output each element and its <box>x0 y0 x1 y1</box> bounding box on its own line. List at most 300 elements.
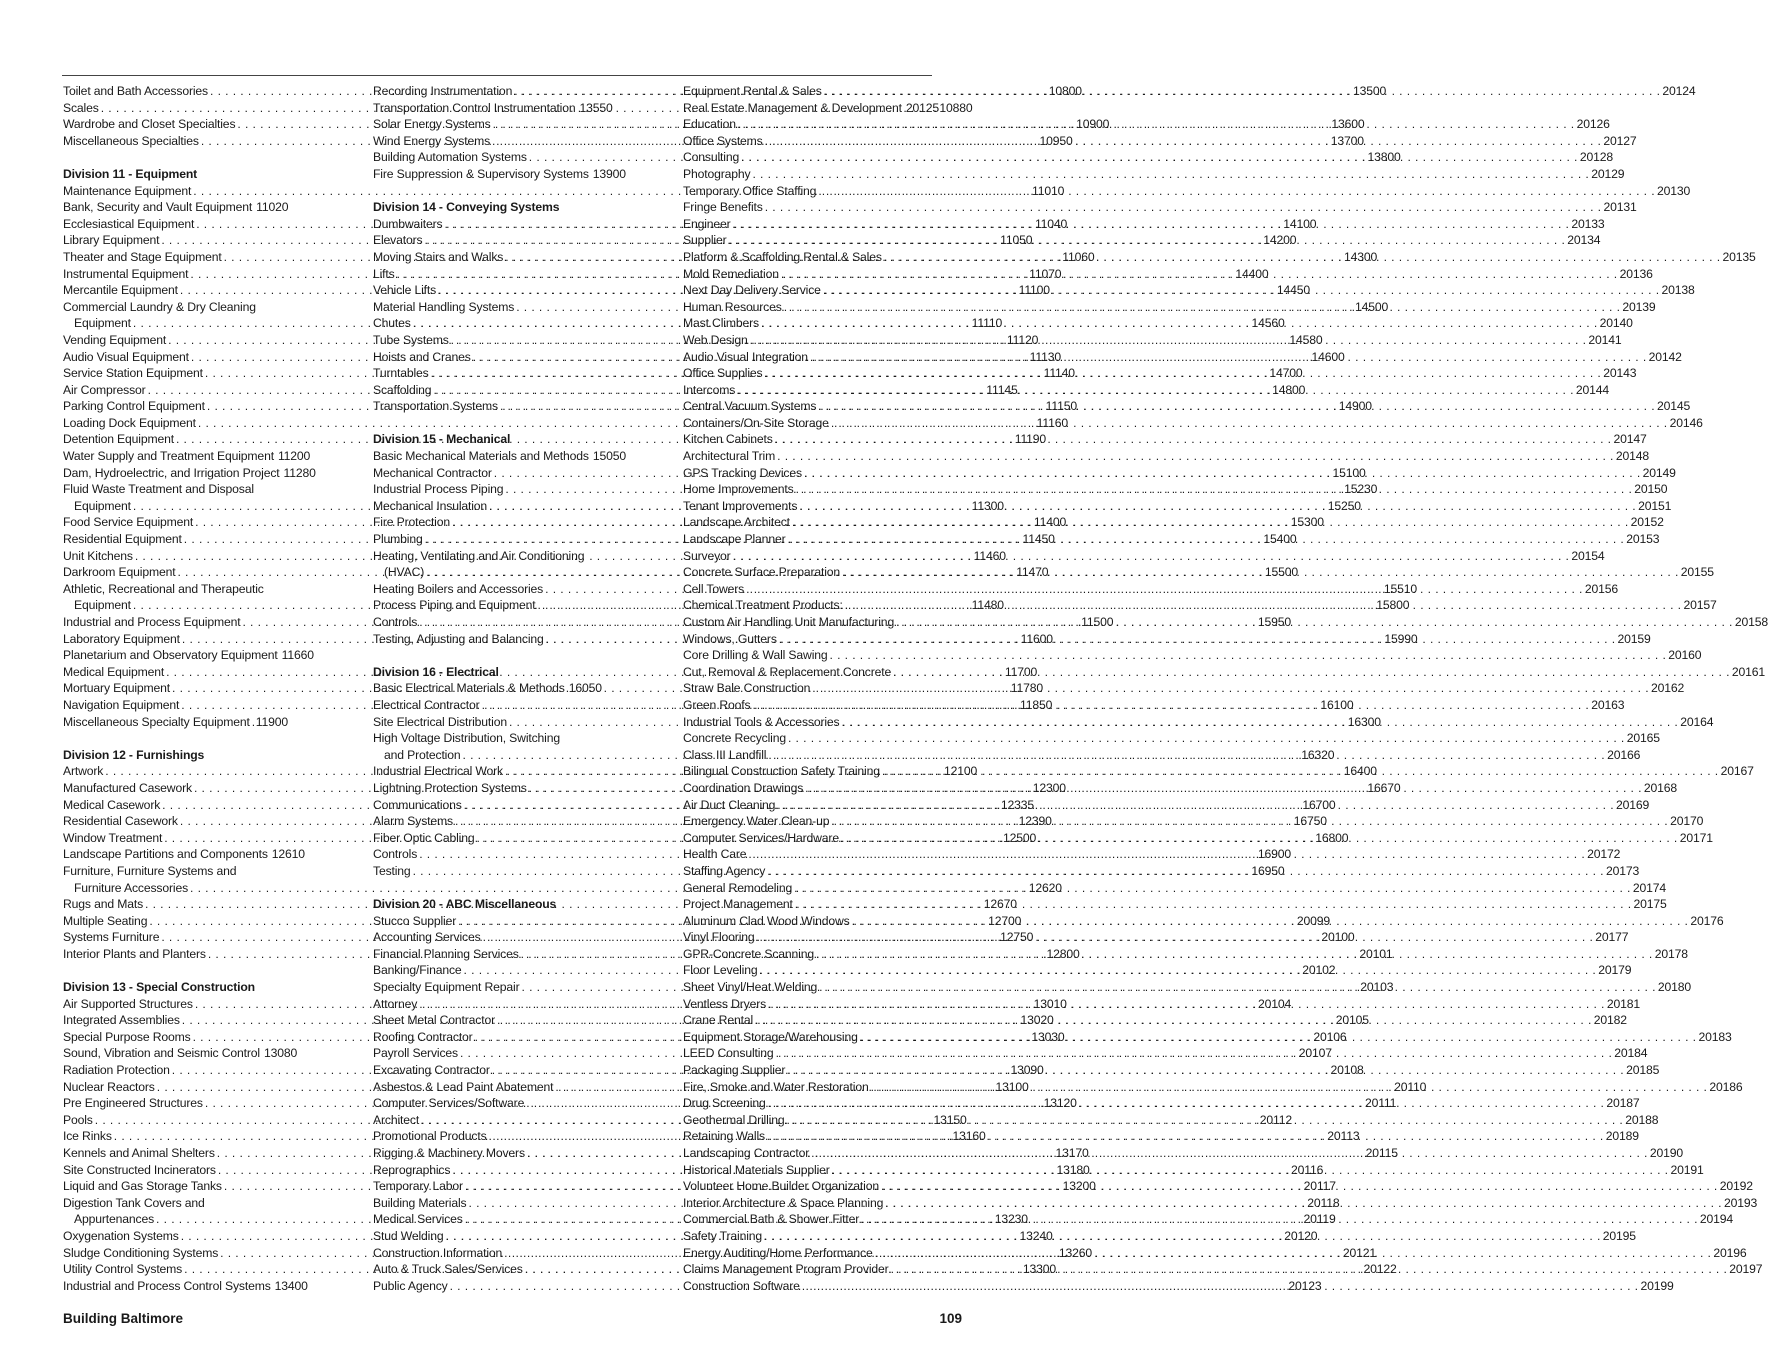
entry-code: 20162 <box>1651 681 1685 696</box>
entry-name: Hoists and Cranes <box>373 349 471 364</box>
entry-code: 12100 <box>944 764 978 779</box>
entry-name: Energy Auditing/Home Performance <box>683 1245 873 1260</box>
entry-name: Kitchen Cabinets <box>683 432 773 447</box>
entry-code: 20145 <box>1657 399 1691 414</box>
entry-name: Miscellaneous Specialty Equipment <box>63 714 250 729</box>
entry-name: Historical Materials Supplier <box>683 1162 830 1177</box>
entry-code: 20180 <box>1657 980 1692 995</box>
entry-name: GPR-Concrete Scanning <box>683 946 814 961</box>
entry-code: 20182 <box>1593 1013 1627 1028</box>
entry-code: 15500 <box>1264 565 1299 580</box>
entry-name: Equipment <box>74 598 131 613</box>
entry-code: 12390 <box>1018 814 1052 829</box>
entry-name: Scaffolding <box>373 382 432 397</box>
entry-name: Lightning Protection Systems <box>373 780 527 795</box>
entry-name: Unit Kitchens <box>63 548 133 563</box>
dot-leader <box>881 1178 1718 1195</box>
dot-leader <box>860 1029 1697 1046</box>
entry-name: Custom Air Handling Unit Manufacturing <box>683 615 895 629</box>
entry-name: Payroll Services <box>373 1046 458 1061</box>
entry-code: 20169 <box>1616 797 1650 812</box>
dot-leader <box>816 946 1653 963</box>
entry-name: Digestion Tank Covers and <box>63 1195 205 1210</box>
entry-code: 11700 <box>1004 664 1038 679</box>
dot-leader <box>752 166 1589 183</box>
entry-name: Liquid and Gas Storage Tanks <box>63 1179 222 1194</box>
entry-code: 20134 <box>1567 233 1601 248</box>
dot-leader <box>804 465 1641 482</box>
entry-name: Central Vacuum Systems <box>683 399 817 414</box>
entry-code: 16950 <box>1251 863 1285 878</box>
entry-code: 11050 <box>1000 233 1033 248</box>
entry-code: 20146 <box>1669 415 1703 430</box>
entry-code: 13090 <box>1010 1063 1044 1078</box>
index-entry <box>63 863 288 880</box>
entry-name: Industrial Tools & Accessories <box>683 714 840 729</box>
entry-name: Controls <box>373 847 418 862</box>
entry-code: 20140 <box>1599 316 1633 331</box>
dot-leader <box>841 830 1678 847</box>
entry-name: Cell Towers <box>683 581 745 596</box>
entry-code: 20189 <box>1605 1129 1639 1144</box>
dot-leader <box>891 1261 1728 1278</box>
entry-code: 13500 <box>1352 84 1387 98</box>
entry-name: Mercantile Equipment <box>63 283 178 298</box>
entry-name: Building Automation Systems <box>373 150 527 165</box>
entry-name: and Protection <box>384 747 461 762</box>
index-entry <box>63 465 316 482</box>
dot-leader <box>761 315 1598 332</box>
index-entry <box>683 730 1660 747</box>
entry-code: 20192 <box>1719 1179 1753 1194</box>
entry-name: Special Purpose Rooms <box>63 1029 191 1044</box>
dot-leader <box>875 1245 1712 1262</box>
entry-code: 20155 <box>1680 565 1714 580</box>
entry-code: 14300 <box>1343 249 1378 264</box>
division-heading: Division 12 - Furnishings <box>63 747 205 762</box>
entry-name: Air Compressor <box>63 382 146 397</box>
entry-code: 20185 <box>1626 1063 1660 1078</box>
entry-name: Vending Equipment <box>63 332 167 347</box>
entry-code: 13030 <box>1031 1029 1065 1044</box>
entry-code: 20186 <box>1709 1079 1743 1094</box>
index-entry <box>63 581 288 598</box>
index-entry <box>373 730 598 747</box>
entry-name: Roofing Contractor <box>373 1029 473 1044</box>
index-entry <box>63 846 305 863</box>
entry-name: Intercoms <box>683 382 736 397</box>
entry-code: 20141 <box>1588 332 1622 347</box>
index-entry <box>373 166 626 183</box>
entry-code: 11460 <box>973 548 1006 563</box>
index-entry <box>63 199 288 216</box>
entry-name: Engineer <box>683 216 731 231</box>
entry-name: Kennels and Animal Shelters <box>63 1146 215 1160</box>
entry-code: 13260 <box>1058 1245 1093 1260</box>
entry-code: 20157 <box>1683 598 1717 613</box>
entry-code: 20101 <box>1359 946 1393 961</box>
entry-name: GPS Tracking Devices <box>683 465 802 480</box>
dot-leader <box>852 913 1689 930</box>
entry-name: Straw Bale Construction <box>683 681 811 696</box>
entry-code: 13700 <box>1330 133 1364 148</box>
entry-code: 13020 <box>1020 1013 1054 1028</box>
entry-name: Transportation Systems <box>373 399 498 414</box>
entry-code: 16100 <box>1320 697 1354 712</box>
entry-code: 15300 <box>1290 515 1324 530</box>
entry-code: 11480 <box>971 598 1004 613</box>
entry-code: 20196 <box>1713 1245 1747 1260</box>
entry-name: Landscape Partitions and Components <box>63 847 268 862</box>
entry-name: Library Equipment <box>63 233 160 248</box>
entry-code: 20127 <box>1603 133 1637 148</box>
entry-code: 20103 <box>1360 980 1394 995</box>
entry-name: Auto & Truck Sales/Services <box>373 1262 523 1277</box>
dot-leader <box>784 299 1621 316</box>
publication-name: Building Baltimore <box>63 1311 184 1326</box>
entry-code: 20175 <box>1633 897 1667 912</box>
entry-code: 20113 <box>1327 1129 1360 1144</box>
entry-name: Interior Architecture & Space Planning <box>683 1195 884 1210</box>
entry-name: Sheet Vinyl/Heat Welding <box>683 980 818 995</box>
entry-name: Dam, Hydroelectric, and Irrigation Project <box>63 465 280 480</box>
entry-name: Detention Equipment <box>63 432 174 447</box>
entry-name: Retaining Walls <box>683 1129 765 1144</box>
entry-name: Moving Stairs and Walks <box>373 249 504 264</box>
entry-name: Fiber Optic Cabling <box>373 830 475 845</box>
entry-code: 13010 <box>1033 996 1067 1011</box>
entry-code: 13170 <box>1055 1146 1089 1160</box>
entry-name: Parking Control Equipment <box>63 399 205 414</box>
entry-name: Industrial Process Piping <box>373 482 504 497</box>
entry-code: 16700 <box>1302 797 1336 812</box>
entry-name: Site Constructed Incinerators <box>63 1162 216 1177</box>
dot-leader <box>811 1145 1648 1162</box>
entry-name: Recording Instrumentation <box>373 84 513 98</box>
entry-code: 11140 <box>1043 366 1075 381</box>
dot-leader <box>818 183 1655 200</box>
entry-name: Heating, Ventilating and Air Conditioning <box>373 548 585 563</box>
entry-code: 11300 <box>971 498 1004 513</box>
entry-name: Architect <box>373 1112 420 1127</box>
dot-leader <box>799 498 1636 515</box>
dot-leader <box>802 1278 1639 1295</box>
entry-name: Real Estate Management & Development <box>683 100 902 115</box>
entry-code: 12500 <box>1002 830 1037 845</box>
index-entry <box>683 647 1702 664</box>
entry-name: Core Drilling & Wall Sawing <box>683 648 828 663</box>
entry-code: 20125 <box>905 100 939 115</box>
entry-name: Health Care <box>683 847 747 862</box>
entry-code: 13800 <box>1367 150 1401 165</box>
entry-name: (HVAC) <box>384 565 425 580</box>
entry-name: Ice Rinks <box>63 1129 112 1144</box>
entry-name: Residential Equipment <box>63 532 182 547</box>
page-number: 109 <box>939 1311 962 1326</box>
dot-leader <box>750 332 1587 349</box>
entry-name: Turntables <box>373 366 429 381</box>
entry-name: Utility Control Systems <box>63 1262 183 1277</box>
entry-name: Web Design <box>683 332 748 347</box>
entry-name: Air Supported Structures <box>63 996 193 1011</box>
entry-code: 20184 <box>1614 1046 1648 1061</box>
entry-code: 20139 <box>1622 299 1656 314</box>
dot-leader <box>776 1045 1613 1062</box>
entry-code: 11070 <box>1029 266 1062 281</box>
entry-code: 13120 <box>1043 1096 1077 1111</box>
dot-leader <box>733 548 1570 565</box>
entry-code: 20165 <box>1626 731 1660 746</box>
dot-leader <box>882 763 1719 780</box>
entry-name: Mechanical Insulation <box>373 498 488 513</box>
entry-code: 20183 <box>1698 1029 1732 1044</box>
dot-leader <box>796 481 1633 498</box>
dot-leader <box>775 431 1612 448</box>
dot-leader <box>768 1095 1605 1112</box>
entry-code: 20126 <box>1576 117 1610 132</box>
entry-code: 20174 <box>1632 880 1666 895</box>
dot-leader <box>792 514 1629 531</box>
entry-name: Systems Furniture <box>63 930 160 945</box>
dot-leader <box>830 647 1667 664</box>
entry-name: Computer Services/Software <box>373 1096 525 1111</box>
entry-code: 13400 <box>274 1278 308 1293</box>
entry-name: Aluminum Clad Wood Windows <box>683 913 850 928</box>
entry-code: 20179 <box>1598 963 1632 978</box>
entry-name: Air Duct Cleaning <box>683 797 776 812</box>
entry-code: 13230 <box>994 1212 1028 1227</box>
index-entry <box>63 647 314 664</box>
entry-name: Containers/On-Site Storage <box>683 415 829 430</box>
entry-name: LEED Consulting <box>683 1046 774 1061</box>
entry-code: 20194 <box>1699 1212 1734 1227</box>
dot-leader <box>795 896 1632 913</box>
entry-name: Appurtenances <box>74 1212 155 1227</box>
entry-name: Navigation Equipment <box>63 697 180 712</box>
entry-name: Service Station Equipment <box>63 366 203 381</box>
entry-code: 13180 <box>1056 1162 1090 1177</box>
entry-code: 20135 <box>1722 249 1756 264</box>
entry-code: 14200 <box>1263 233 1297 248</box>
entry-code: 12750 <box>1000 930 1034 945</box>
entry-code: 12700 <box>988 913 1022 928</box>
dot-leader <box>733 216 1570 233</box>
entry-name: Construction Software <box>683 1278 800 1293</box>
entry-code: 20159 <box>1617 631 1651 646</box>
entry-code: 11040 <box>1034 216 1068 231</box>
entry-name: Rigging & Machinery Movers <box>373 1146 525 1160</box>
entry-name: Communications <box>373 797 462 812</box>
entry-code: 20156 <box>1584 581 1618 596</box>
entry-name: Planetarium and Observatory Equipment <box>63 648 278 663</box>
entry-code: 10900 <box>1076 117 1110 132</box>
dot-leader <box>764 1228 1601 1245</box>
entry-name: Asbestos & Lead Paint Abatement <box>373 1079 554 1094</box>
entry-code: 20177 <box>1595 930 1629 945</box>
entry-code: 11190 <box>1014 432 1047 447</box>
entry-code: 16750 <box>1293 814 1327 829</box>
index-entry <box>63 448 311 465</box>
entry-name: Pre Engineered Structures <box>63 1096 203 1111</box>
entry-code: 20119 <box>1303 1212 1336 1227</box>
entry-code: 10800 <box>1048 84 1082 98</box>
dot-leader <box>845 597 1682 614</box>
dot-leader <box>842 714 1679 731</box>
entry-name: Equipment <box>74 498 131 513</box>
division-heading: Division 11 - Equipment <box>63 166 198 181</box>
entry-name: Landscaping Contractor <box>683 1146 810 1160</box>
entry-code: 14600 <box>1311 349 1345 364</box>
entry-code: 20130 <box>1657 183 1691 198</box>
entry-name: Office Systems <box>683 133 763 148</box>
entry-name: Public Agency <box>373 1278 448 1293</box>
entry-name: Miscellaneous Specialties <box>63 133 199 148</box>
entry-code: 20120 <box>1284 1228 1318 1243</box>
entry-code: 20173 <box>1605 863 1640 878</box>
entry-name: Laboratory Equipment <box>63 631 180 646</box>
entry-name: Plumbing <box>373 532 423 547</box>
entry-name: Commercial Bath & Shower Fitter <box>683 1212 860 1227</box>
entry-name: Platform & Scaffolding Rental & Sales <box>683 249 882 264</box>
entry-name: Maintenance Equipment <box>63 183 192 198</box>
entry-name: Theater and Stage Equipment <box>63 249 222 264</box>
entry-name: Excavating Contractor <box>373 1063 490 1078</box>
dot-leader <box>861 1211 1698 1228</box>
entry-code: 20131 <box>1603 200 1637 215</box>
entry-code: 20195 <box>1602 1228 1636 1243</box>
entry-name: Tenant Improvements <box>683 498 798 513</box>
entry-name: Geothermal Drilling <box>683 1112 785 1127</box>
entry-code: 20143 <box>1603 366 1637 381</box>
entry-name: Education <box>683 117 736 132</box>
division-heading: Division 16 - Electrical <box>373 664 499 679</box>
entry-name: Mold Remediation <box>683 266 779 281</box>
entry-code: 20166 <box>1607 747 1641 762</box>
entry-name: Stucco Supplier <box>373 913 457 928</box>
entry-name: Architectural Trim <box>683 449 776 464</box>
index-entry <box>683 448 1649 465</box>
entry-name: Alarm Systems <box>373 814 453 829</box>
entry-name: Heating Boilers and Accessories <box>373 581 544 596</box>
dot-leader <box>752 697 1589 714</box>
entry-name: Elevators <box>373 233 423 248</box>
index-entry <box>63 299 288 316</box>
entry-code: 20144 <box>1575 382 1610 397</box>
entry-name: Specialty Equipment Repair <box>373 980 520 995</box>
entry-code: 16670 <box>1367 780 1401 795</box>
entry-name: Medical Services <box>373 1212 463 1227</box>
entry-code: 11100 <box>1018 283 1050 298</box>
dot-leader <box>781 266 1618 283</box>
entry-code: 12300 <box>1032 780 1066 795</box>
entry-code: 20107 <box>1298 1046 1332 1061</box>
entry-code: 20176 <box>1690 913 1724 928</box>
dot-leader <box>729 232 1566 249</box>
entry-code: 14500 <box>1354 299 1389 314</box>
entry-name: Building Materials <box>373 1195 467 1210</box>
entry-code: 20197 <box>1729 1262 1763 1277</box>
entry-name: Packaging Supplier <box>683 1063 786 1078</box>
entry-code: 20110 <box>1394 1079 1427 1094</box>
index-entry <box>683 100 939 117</box>
entry-name: Wardrobe and Closet Specialties <box>63 117 236 132</box>
entry-name: Industrial and Process Equipment <box>63 615 241 629</box>
entry-name: Safety Training <box>683 1228 763 1243</box>
entry-name: Fluid Waste Treatment and Disposal <box>63 482 254 497</box>
entry-name: Mechanical Contractor <box>373 465 492 480</box>
entry-code: 12800 <box>1046 946 1080 961</box>
index-entry <box>373 548 598 565</box>
entry-code: 20111 <box>1364 1096 1397 1111</box>
entry-name: Toilet and Bath Accessories <box>63 84 208 98</box>
dot-leader <box>794 880 1631 897</box>
entry-name: Emergency Water Clean-up <box>683 814 830 829</box>
entry-name: Tube Systems <box>373 332 449 347</box>
entry-name: Reprographics <box>373 1162 451 1177</box>
entry-name: Human Resources <box>683 299 782 314</box>
entry-code: 12670 <box>983 897 1017 912</box>
entry-code: 20163 <box>1591 697 1625 712</box>
entry-name: Electrical Contractor <box>373 697 480 712</box>
entry-name: Mast Climbers <box>683 316 759 331</box>
dot-leader <box>893 664 1730 681</box>
dot-leader <box>765 133 1602 150</box>
dot-leader <box>779 631 1616 648</box>
entry-name: Attorney <box>373 996 418 1011</box>
entry-code: 13240 <box>1019 1228 1053 1243</box>
dot-leader <box>884 249 1721 266</box>
entry-code: 20160 <box>1668 648 1702 663</box>
entry-name: Volunteer Home Builder Organization <box>683 1179 879 1194</box>
entry-code: 12335 <box>1000 797 1035 812</box>
entry-name: Audio Visual Integration <box>683 349 808 364</box>
entry-code: 15250 <box>1327 498 1361 513</box>
dot-leader <box>786 1112 1623 1129</box>
entry-name: Surveyor <box>683 548 731 563</box>
dot-leader <box>777 448 1614 465</box>
entry-name: Water Supply and Treatment Equipment <box>63 449 274 464</box>
index-entry <box>373 680 602 697</box>
entry-code: 16400 <box>1343 764 1377 779</box>
dot-leader <box>842 564 1679 581</box>
top-rule <box>62 75 932 76</box>
entry-name: Sound, Vibration and Seismic Control <box>63 1046 260 1061</box>
entry-code: 11280 <box>283 465 316 480</box>
entry-code: 20112 <box>1259 1112 1293 1127</box>
entry-name: Medical Equipment <box>63 664 165 679</box>
entry-name: Medical Casework <box>63 797 161 812</box>
index-entry <box>683 199 1637 216</box>
entry-name: Vehicle Lifts <box>373 283 437 298</box>
entry-name: Office Supplies <box>683 366 763 381</box>
entry-code: 20124 <box>1662 84 1696 98</box>
entry-code: 20117 <box>1303 1179 1336 1194</box>
entry-name: Rugs and Mats <box>63 897 144 912</box>
entry-name: Claims Management Program Provider <box>683 1262 889 1277</box>
entry-name: Pools <box>63 1112 93 1127</box>
entry-name: Banking/Finance <box>373 963 462 978</box>
dot-leader <box>787 531 1624 548</box>
entry-code: 14400 <box>1235 266 1269 281</box>
entry-name: Testing <box>373 863 411 878</box>
entry-name: Testing, Adjusting and Balancing <box>373 631 544 646</box>
entry-name: Green Roofs <box>683 697 751 712</box>
entry-code: 20105 <box>1335 1013 1369 1028</box>
entry-name: Project Management <box>683 897 793 912</box>
entry-code: 20128 <box>1579 150 1613 165</box>
entry-name: Multiple Seating <box>63 913 148 928</box>
dot-leader <box>759 962 1596 979</box>
